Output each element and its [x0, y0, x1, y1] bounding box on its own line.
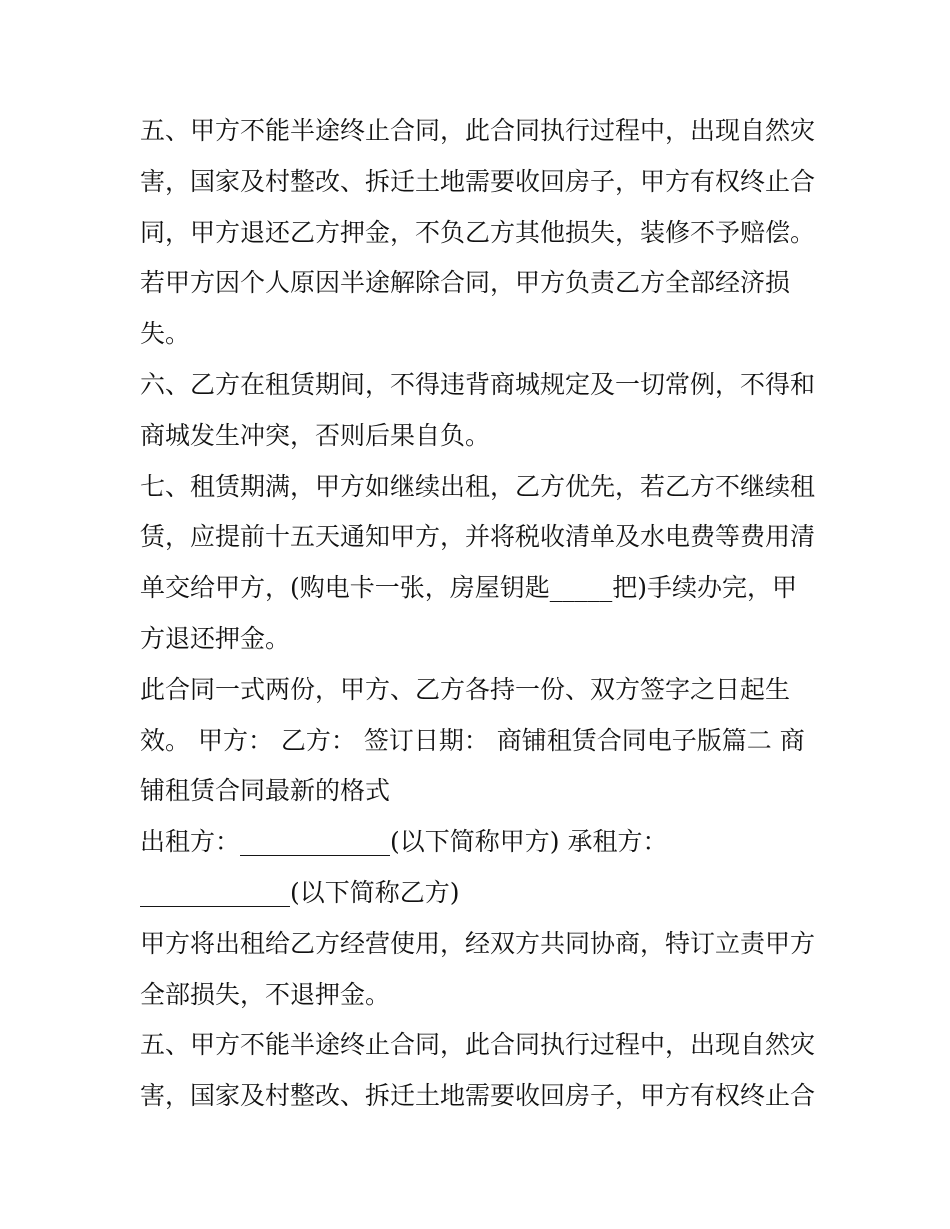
text-line: 全部损失，不退押金。 — [140, 979, 391, 1009]
text-line: 五、甲方不能半途终止合同，此合同执行过程中，出现自然灾 — [140, 116, 816, 145]
text-line: 方退还押金。 — [140, 623, 291, 653]
text-line: 赁，应提前十五天通知甲方，并将税收清单及水电费等费用清 — [140, 522, 816, 552]
text-line: 若甲方因个人原因半途解除合同，甲方负责乙方全部经济损 — [140, 268, 791, 298]
text-line: 商城发生冲突，否则后果自负。 — [140, 420, 491, 450]
text-line: 铺租赁合同最新的格式 — [140, 776, 391, 806]
text-line: 害，国家及村整改、拆迁土地需要收回房子，甲方有权终止合 — [140, 166, 816, 196]
text-line: 失。 — [140, 319, 191, 349]
text-line: ____________(以下简称乙方) — [140, 877, 460, 907]
text-line: 六、乙方在租赁期间，不得违背商城规定及一切常例，不得和 — [140, 369, 816, 399]
text-line: 五、甲方不能半途终止合同，此合同执行过程中，出现自然灾 — [140, 1030, 816, 1060]
text-line: 同，甲方退还乙方押金，不负乙方其他损失，装修不予赔偿。 — [140, 217, 816, 247]
text-line: 甲方将出租给乙方经营使用，经双方共同协商，特订立责甲方 — [140, 928, 816, 958]
document-body — [140, 106, 820, 1122]
text-line: 害，国家及村整改、拆迁土地需要收回房子，甲方有权终止合 — [140, 1081, 816, 1111]
text-line: 单交给甲方，(购电卡一张，房屋钥匙_____把)手续办完，甲 — [140, 573, 798, 603]
text-line: 出租方：____________(以下简称甲方) 承租方： — [140, 827, 668, 857]
text-line: 七、租赁期满，甲方如继续出租，乙方优先，若乙方不继续租 — [140, 471, 816, 501]
text-line: 效。 甲方： 乙方： 签订日期： 商铺租赁合同电子版篇二 商 — [140, 725, 805, 755]
text-line: 此合同一式两份，甲方、乙方各持一份、双方签字之日起生 — [140, 674, 791, 704]
